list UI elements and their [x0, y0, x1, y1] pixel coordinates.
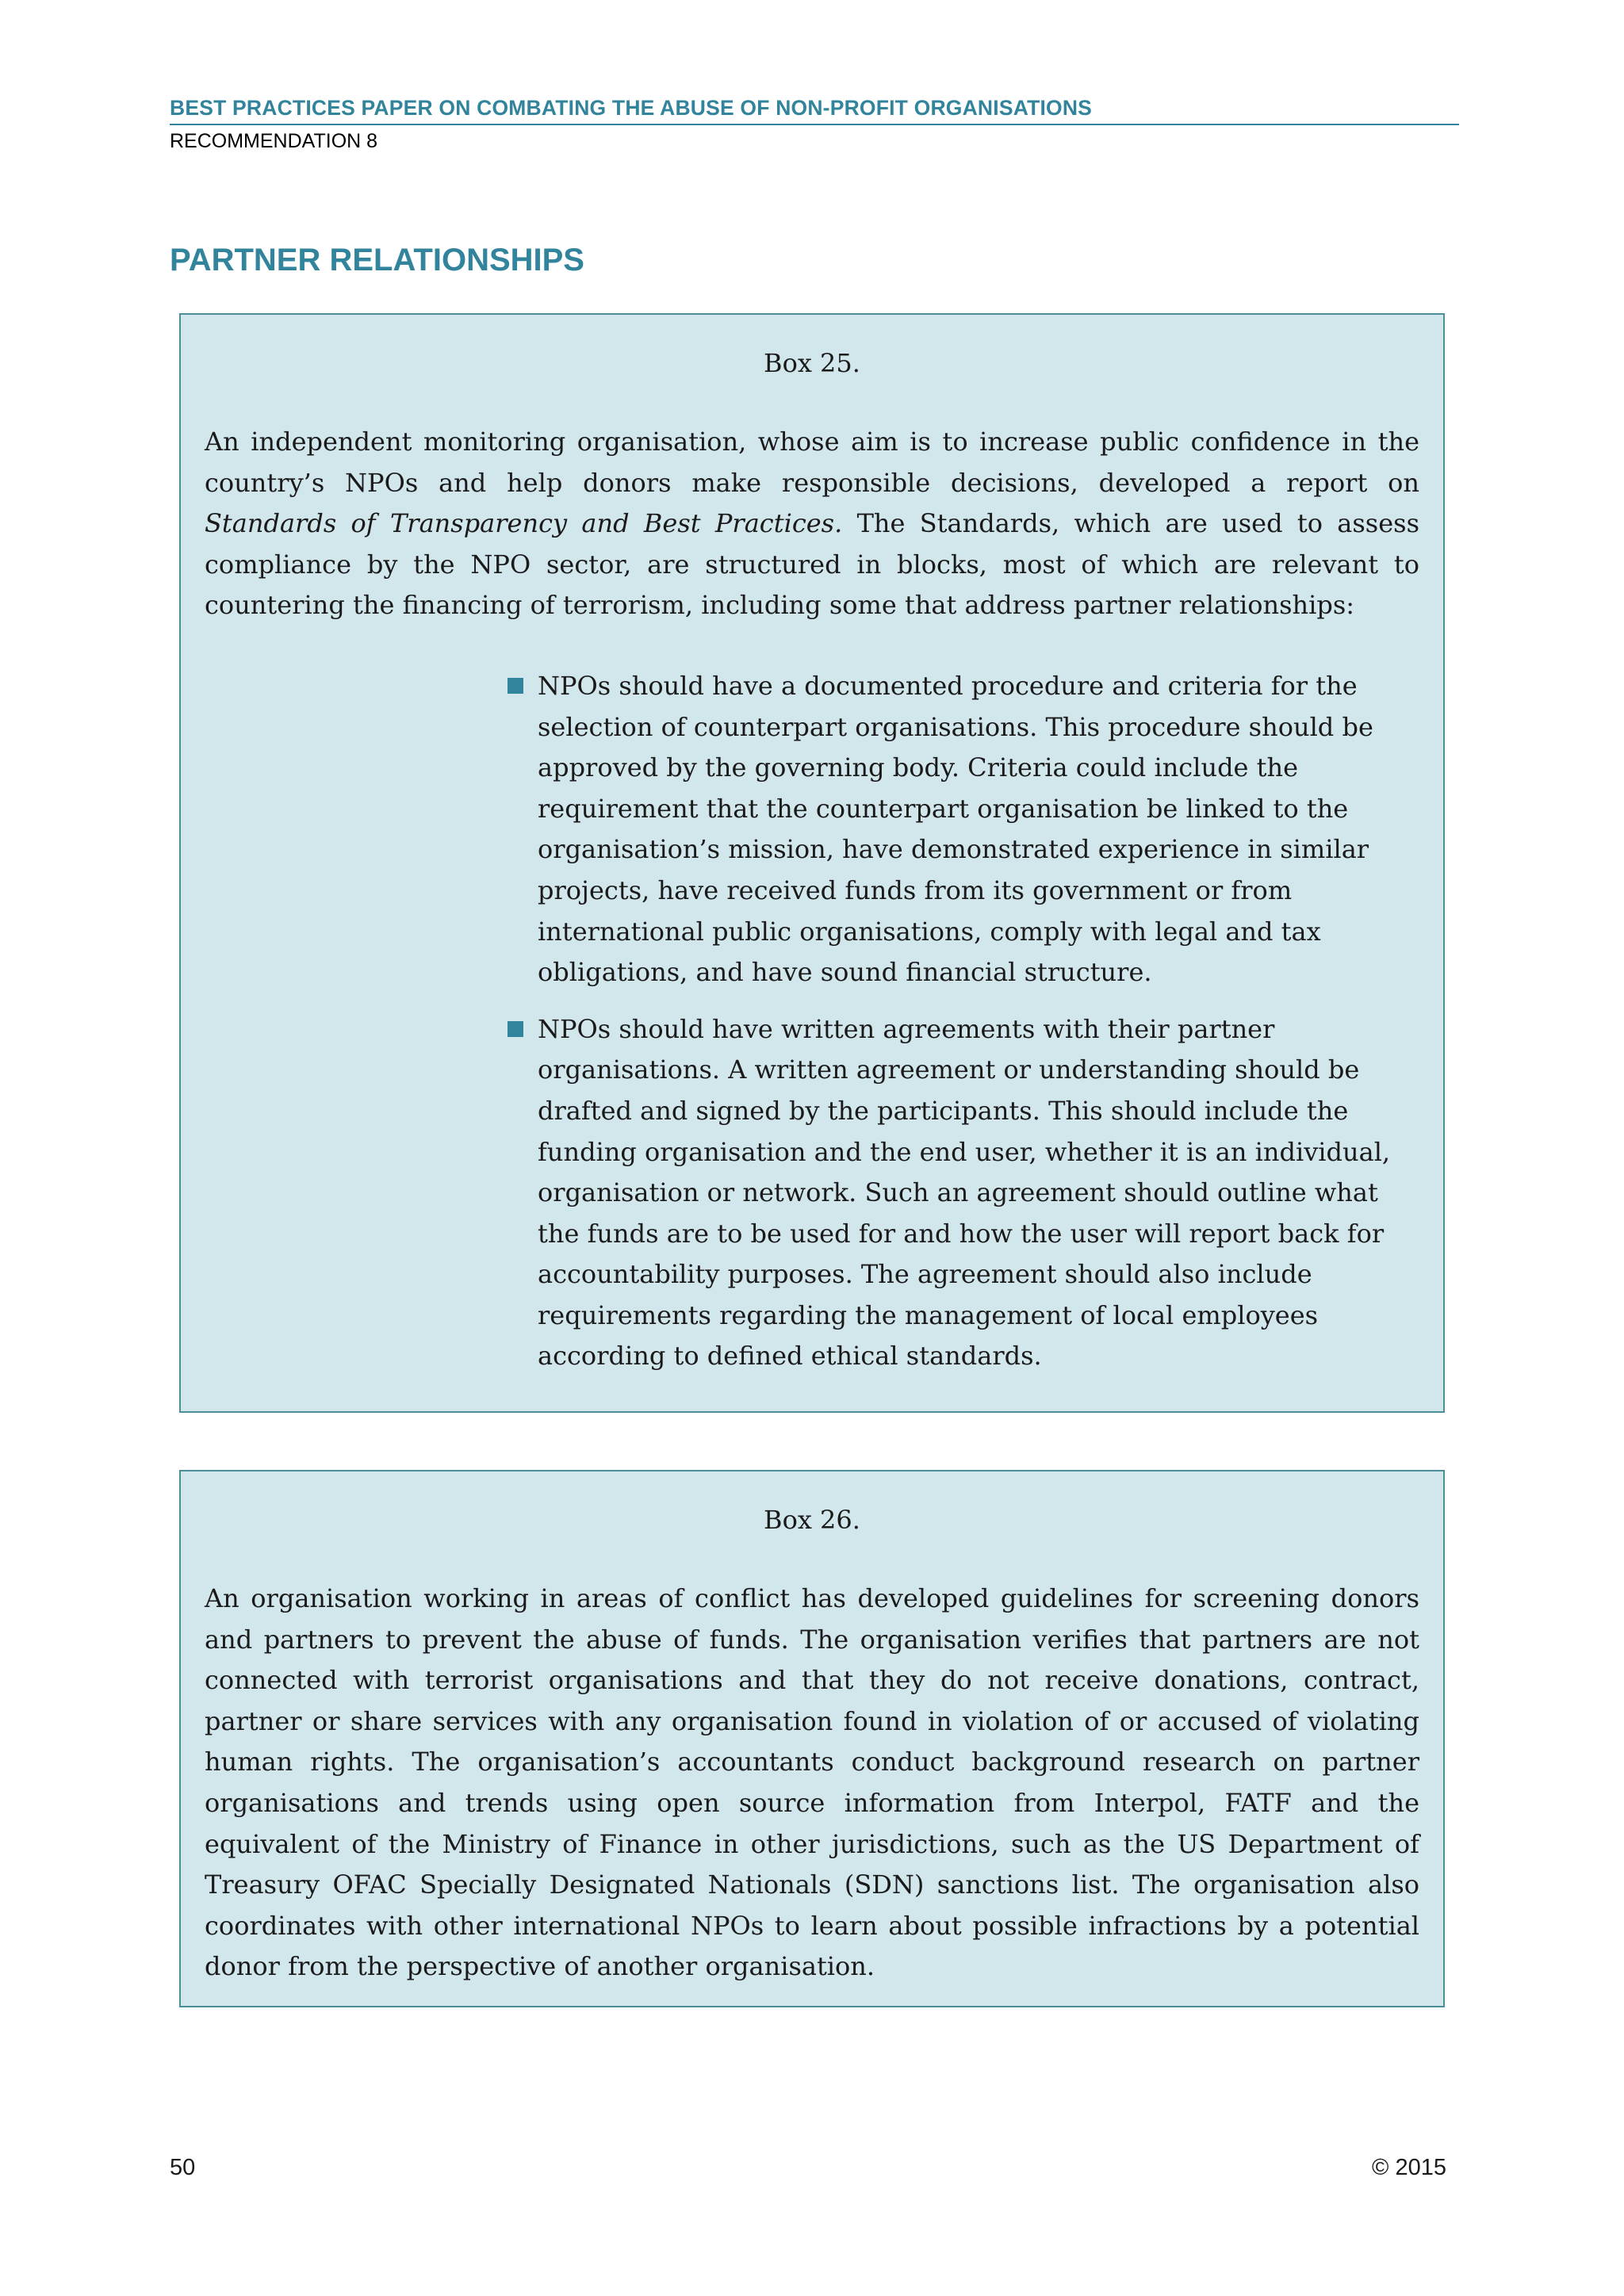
- bullet-item: [538, 1009, 1419, 1377]
- copyright-notice: © 2015: [1372, 2155, 1446, 2180]
- recommendation-label: RECOMMENDATION 8: [170, 130, 378, 152]
- box-25-intro: [205, 422, 1419, 626]
- box-25-intro-italic: Standards of Transparency and Best Practices.: [205, 508, 843, 539]
- square-bullet-icon: [508, 1021, 523, 1037]
- box-26-text: An organisation working in areas of conflict has developed guidelines for screening donors and partners to prevent the abuse of funds. The organisation verifies that partners are not connected with terrorist organisations and that they do not receive donations, contract, partner or share services with any organisation found in violation of or accused of violating human rights. The organisation’s accountants conduct background research on partner organisations and trends using open source information from Interpol, FATF and the equivalent of the Ministry of Finance in other jurisdictions, such as the US Department of Treasury OFAC Specially Designated Nationals (SDN) sanctions list. The organisation also coordinates with other international NPOs to learn about possible infractions by a potential donor from the perspective of another organisation.: [205, 1583, 1419, 1982]
- box-26: [179, 1470, 1445, 2007]
- box-25: [179, 313, 1445, 1413]
- document-title: BEST PRACTICES PAPER ON COMBATING THE ABUSE OF NON-PROFIT ORGANISATIONS: [170, 96, 1093, 120]
- bullet-text: NPOs should have a documented procedure and criteria for the selection of counterpart organisations. This procedure should be approved by the governing body. Criteria could include the requirement that the counterpart organisation be linked to the organisation’s mission, have demonstrated experience in similar projects, have received funds from its government or from international public organisations, comply with legal and tax obligations, and have sound financial structure.: [538, 670, 1373, 988]
- bullet-item: [538, 666, 1419, 993]
- running-header: [170, 94, 1459, 155]
- page-number: 50: [170, 2155, 196, 2180]
- box-25-title: Box 25.: [764, 348, 860, 378]
- box-26-title: Box 26.: [764, 1505, 860, 1535]
- bullet-text: NPOs should have written agreements with their partner organisations. A written agreement or understanding should be drafted and signed by the participants. This should include the funding organisation and the end user, whether it is an individual, organisation or network. Such an agreement should outline what the funds are to be used for and how the user will report back for accountability purposes. The agreement should also include requirements regarding the management of local employees according to defined ethical standards.: [538, 1013, 1391, 1372]
- square-bullet-icon: [508, 678, 523, 694]
- box-25-intro-start: An independent monitoring organisation, whose aim is to increase public confidence in the country’s NPOs and help donors make responsible decisions, developed a report on: [205, 427, 1419, 498]
- box-25-intro-end: The Standards, which are used to assess compliance by the NPO sector, are structured in blocks, most of which are relevant to countering the financing of terrorism, including some that address partner relationships:: [205, 508, 1419, 621]
- header-rule: [170, 124, 1459, 125]
- box-25-bullet-list: [205, 666, 1419, 1377]
- section-heading: PARTNER RELATIONSHIPS: [170, 243, 584, 277]
